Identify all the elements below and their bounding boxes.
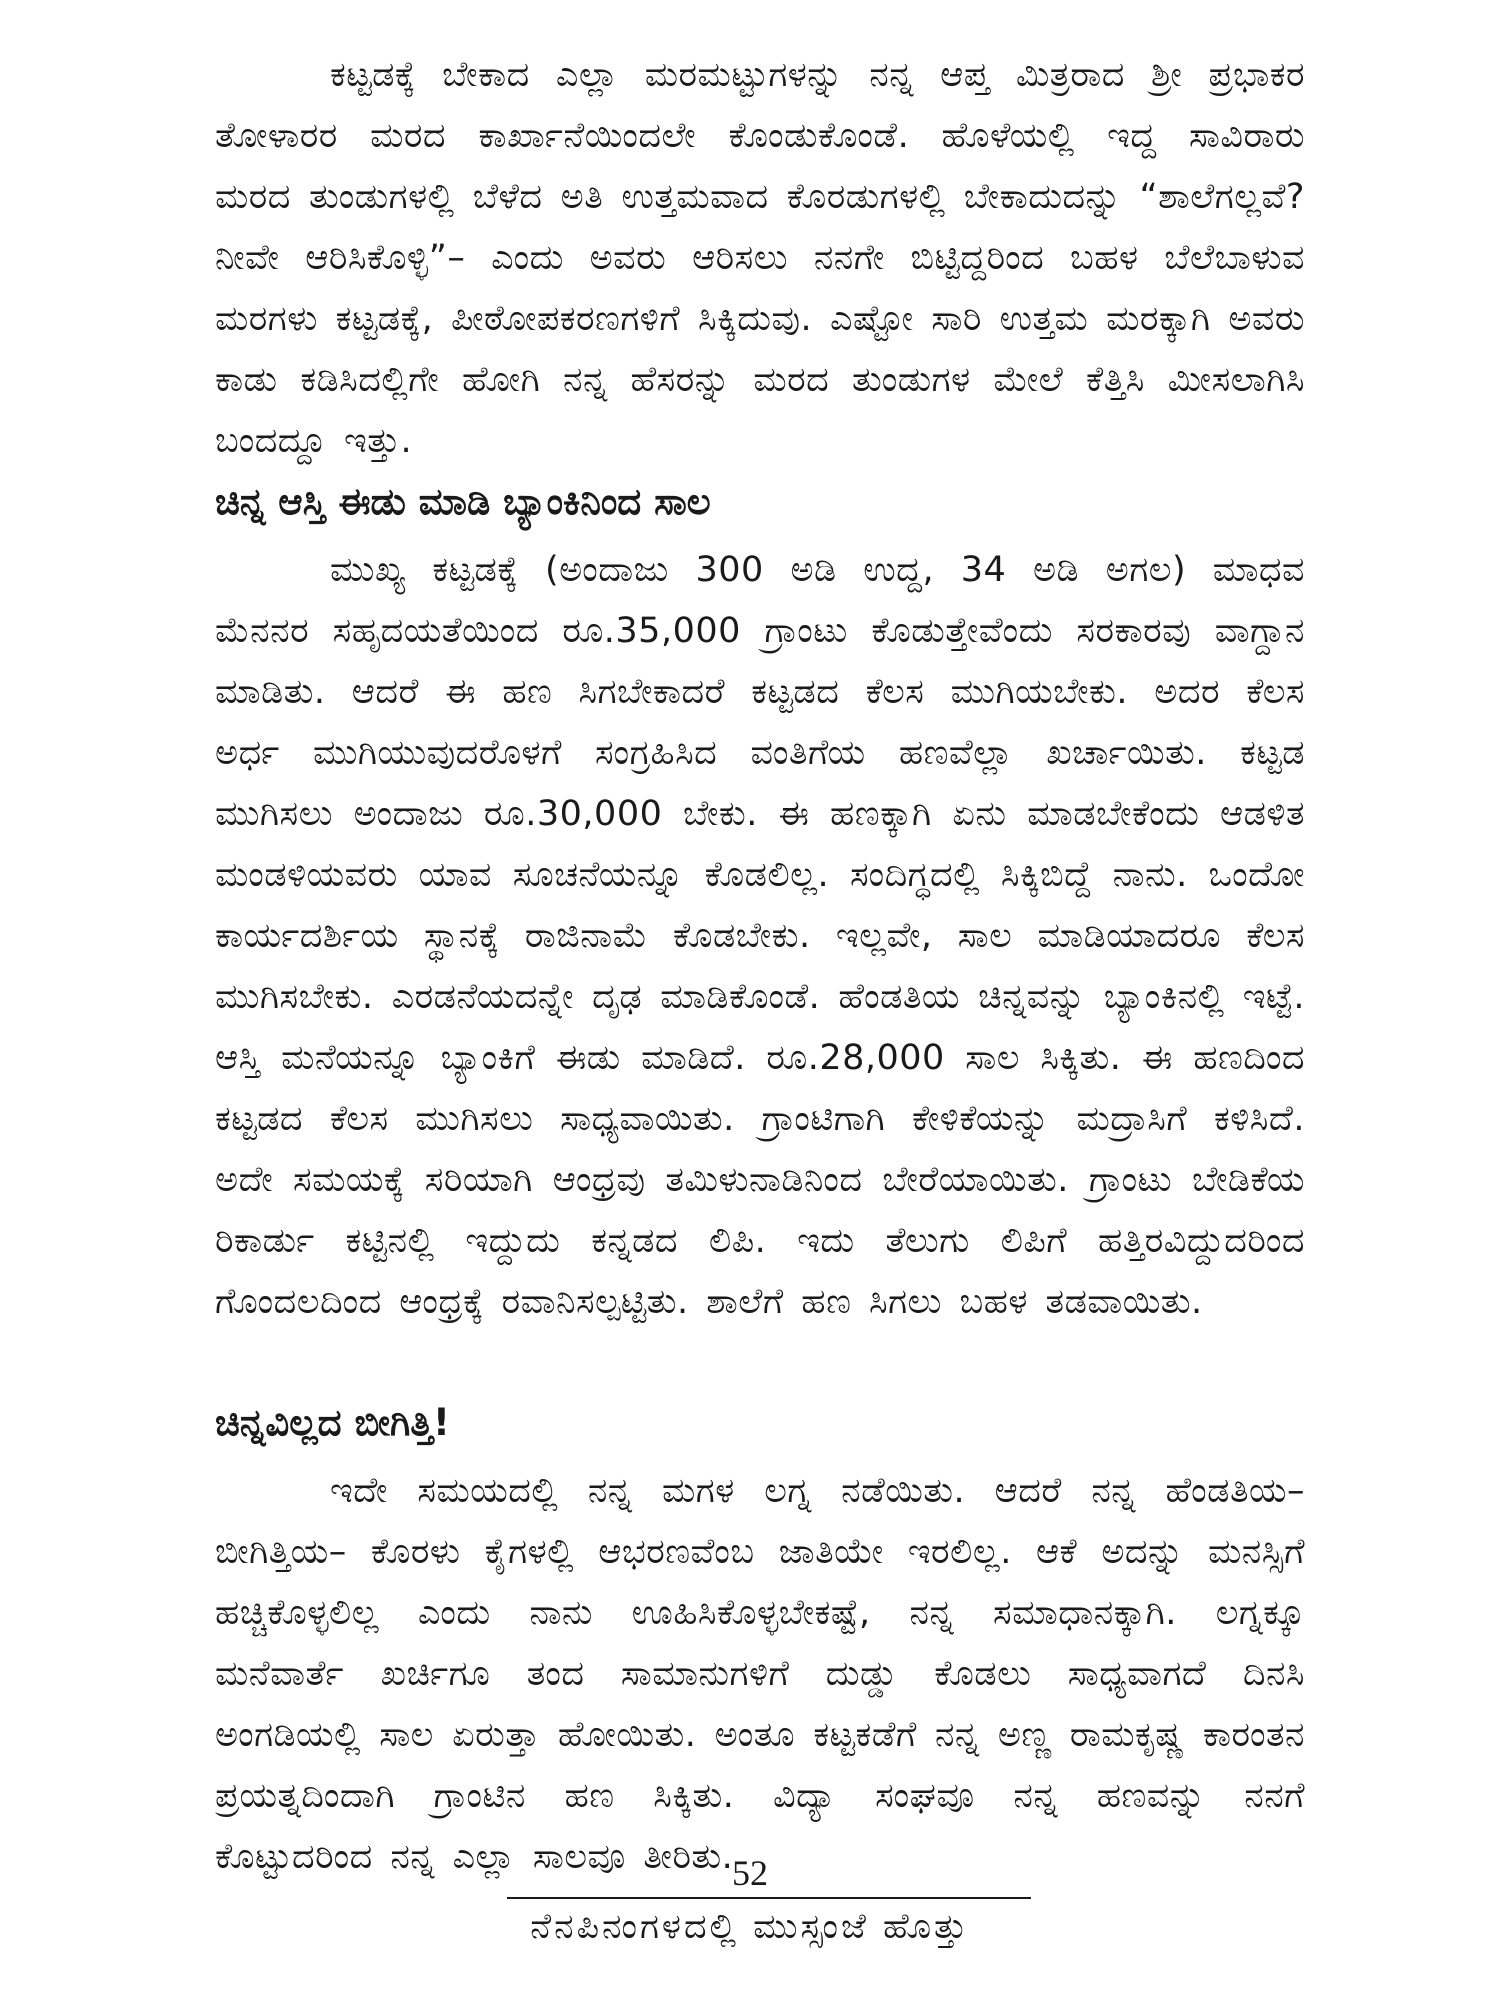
section-heading-bangle: ಚಿನ್ನವಿಲ್ಲದ ಬೀಗಿತ್ತಿ! [215, 1401, 450, 1444]
intro-section [215, 45, 1305, 472]
bangle-paragraph: ಇದೇ ಸಮಯದಲ್ಲಿ ನನ್ನ ಮಗಳ ಲಗ್ನ ನಡೆಯಿತು. ಆದರೆ ನನ್ನ ಹೆಂಡತಿಯ– ಬೀಗಿತ್ತಿಯ– ಕೊರಳು ಕೈಗಳಲ್ಲಿ ಆಭರಣವೆಂಬ ಜಾತಿಯೇ ಇರಲಿಲ್ಲ. ಆಕೆ ಅದನ್ನು ಮನಸ್ಸಿಗೆ ಹಚ್ಚಿಕೊಳ್ಳಲಿಲ್ಲ ಎಂದು ನಾನು ಊಹಿಸಿಕೊಳ್ಳಬೇಕಷ್ಟೆ, ನನ್ನ ಸಮಾಧಾನಕ್ಕಾಗಿ. ಲಗ್ನಕ್ಕೂ ಮನೆವಾರ್ತೆ ಖರ್ಚಿಗೂ ತಂದ ಸಾಮಾನುಗಳಿಗೆ ದುಡ್ಡು ಕೊಡಲು ಸಾಧ್ಯವಾಗದೆ ದಿನಸಿ ಅಂಗಡಿಯಲ್ಲಿ ಸಾಲ ಏರುತ್ತಾ ಹೋಯಿತು. ಅಂತೂ ಕಟ್ಟಕಡೆಗೆ ನನ್ನ ಅಣ್ಣ ರಾಮಕೃಷ್ಣ ಕಾರಂತನ ಪ್ರಯತ್ನದಿಂದಾಗಿ ಗ್ರಾಂಟಿನ ಹಣ ಸಿಕ್ಕಿತು. ವಿದ್ಯಾ ಸಂಘವೂ ನನ್ನ ಹಣವನ್ನು ನನಗೆ ಕೊಟ್ಟುದರಿಂದ ನನ್ನ ಎಲ್ಲಾ ಸಾಲವೂ ತೀರಿತು. [215, 1471, 1305, 1877]
bangle-section-heading-wrap [215, 1393, 1305, 1453]
loan-paragraph: ಮುಖ್ಯ ಕಟ್ಟಡಕ್ಕೆ (ಅಂದಾಜು 300 ಅಡಿ ಉದ್ದ, 34 ಅಡಿ ಅಗಲ) ಮಾಧವ ಮೆನನರ ಸಹೃದಯತೆಯಿಂದ ರೂ.35,000 ಗ್ರಾಂಟು ಕೊಡುತ್ತೇವೆಂದು ಸರಕಾರವು ವಾಗ್ದಾನ ಮಾಡಿತು. ಆದರೆ ಈ ಹಣ ಸಿಗಬೇಕಾದರೆ ಕಟ್ಟಡದ ಕೆಲಸ ಮುಗಿಯಬೇಕು. ಅದರ ಕೆಲಸ ಅರ್ಧ ಮುಗಿಯುವುದರೊಳಗೆ ಸಂಗ್ರಹಿಸಿದ ವಂತಿಗೆಯ ಹಣವೆಲ್ಲಾ ಖರ್ಚಾಯಿತು. ಕಟ್ಟಡ ಮುಗಿಸಲು ಅಂದಾಜು ರೂ.30,000 ಬೇಕು. ಈ ಹಣಕ್ಕಾಗಿ ಏನು ಮಾಡಬೇಕೆಂದು ಆಡಳಿತ ಮಂಡಳಿಯವರು ಯಾವ ಸೂಚನೆಯನ್ನೂ ಕೊಡಲಿಲ್ಲ. ಸಂದಿಗ್ಧದಲ್ಲಿ ಸಿಕ್ಕಿಬಿದ್ದೆ ನಾನು. ಒಂದೋ ಕಾರ್ಯದರ್ಶಿಯ ಸ್ಥಾನಕ್ಕೆ ರಾಜಿನಾಮೆ ಕೊಡಬೇಕು. ಇಲ್ಲವೇ, ಸಾಲ ಮಾಡಿಯಾದರೂ ಕೆಲಸ ಮುಗಿಸಬೇಕು. ಎರಡನೆಯದನ್ನೇ ದೃಢ ಮಾಡಿಕೊಂಡೆ. ಹೆಂಡತಿಯ ಚಿನ್ನವನ್ನು ಬ್ಯಾಂಕಿನಲ್ಲಿ ಇಟ್ಟೆ. ಆಸ್ತಿ ಮನೆಯನ್ನೂ ಬ್ಯಾಂಕಿಗೆ ಈಡು ಮಾಡಿದೆ. ರೂ.28,000 ಸಾಲ ಸಿಕ್ಕಿತು. ಈ ಹಣದಿಂದ ಕಟ್ಟಡದ ಕೆಲಸ ಮುಗಿಸಲು ಸಾಧ್ಯವಾಯಿತು. ಗ್ರಾಂಟಿಗಾಗಿ ಕೇಳಿಕೆಯನ್ನು ಮದ್ರಾಸಿಗೆ ಕಳಿಸಿದೆ. ಅದೇ ಸಮಯಕ್ಕೆ ಸರಿಯಾಗಿ ಆಂಧ್ರವು ತಮಿಳುನಾಡಿನಿಂದ ಬೇರೆಯಾಯಿತು. ಗ್ರಾಂಟು ಬೇಡಿಕೆಯ ರಿಕಾರ್ಡು ಕಟ್ಟಿನಲ್ಲಿ ಇದ್ದುದು ಕನ್ನಡದ ಲಿಪಿ. ಇದು ತೆಲುಗು ಲಿಪಿಗೆ ಹತ್ತಿರವಿದ್ದುದರಿಂದ ಗೊಂದಲದಿಂದ ಆಂಧ್ರಕ್ಕೆ ರವಾನಿಸಲ್ಪಟ್ಟಿತು. ಶಾಲೆಗೆ ಹಣ ಸಿಗಲು ಬಹಳ ತಡವಾಯಿತು. [215, 550, 1305, 1322]
running-title: ನೆನಪಿನಂಗಳದಲ್ಲಿ ಮುಸ್ಸಂಜೆ ಹೊತ್ತು [530, 1907, 970, 1947]
page-number: 52 [732, 1853, 768, 1893]
bangle-section [215, 1461, 1305, 1888]
intro-paragraph: ಕಟ್ಟಡಕ್ಕೆ ಬೇಕಾದ ಎಲ್ಲಾ ಮರಮಟ್ಟುಗಳನ್ನು ನನ್ನ ಆಪ್ತ ಮಿತ್ರರಾದ ಶ್ರೀ ಪ್ರಭಾಕರ ತೋಳಾರರ ಮರದ ಕಾರ್ಖಾನೆಯಿಂದಲೇ ಕೊಂಡುಕೊಂಡೆ. ಹೊಳೆಯಲ್ಲಿ ಇದ್ದ ಸಾವಿರಾರು ಮರದ ತುಂಡುಗಳಲ್ಲಿ ಬೆಳೆದ ಅತಿ ಉತ್ತಮವಾದ ಕೊರಡುಗಳಲ್ಲಿ ಬೇಕಾದುದನ್ನು “ಶಾಲೆಗಲ್ಲವೆ? ನೀವೇ ಆರಿಸಿಕೊಳ್ಳಿ”– ಎಂದು ಅವರು ಆರಿಸಲು ನನಗೇ ಬಿಟ್ಟಿದ್ದರಿಂದ ಬಹಳ ಬೆಲೆಬಾಳುವ ಮರಗಳು ಕಟ್ಟಡಕ್ಕೆ, ಪೀಠೋಪಕರಣಗಳಿಗೆ ಸಿಕ್ಕಿದುವು. ಎಷ್ಟೋ ಸಾರಿ ಉತ್ತಮ ಮರಕ್ಕಾಗಿ ಅವರು ಕಾಡು ಕಡಿಸಿದಲ್ಲಿಗೇ ಹೋಗಿ ನನ್ನ ಹೆಸರನ್ನು ಮರದ ತುಂಡುಗಳ ಮೇಲೆ ಕೆತ್ತಿಸಿ ಮೀಸಲಾಗಿಸಿ ಬಂದದ್ದೂ ಇತ್ತು. [215, 55, 1305, 461]
section-heading-loan: ಚಿನ್ನ ಆಸ್ತಿ ಈಡು ಮಾಡಿ ಬ್ಯಾಂಕಿನಿಂದ ಸಾಲ [215, 480, 711, 523]
footer-divider [507, 1897, 1031, 1899]
loan-section-heading-wrap [215, 472, 1305, 532]
loan-section [215, 540, 1305, 1333]
